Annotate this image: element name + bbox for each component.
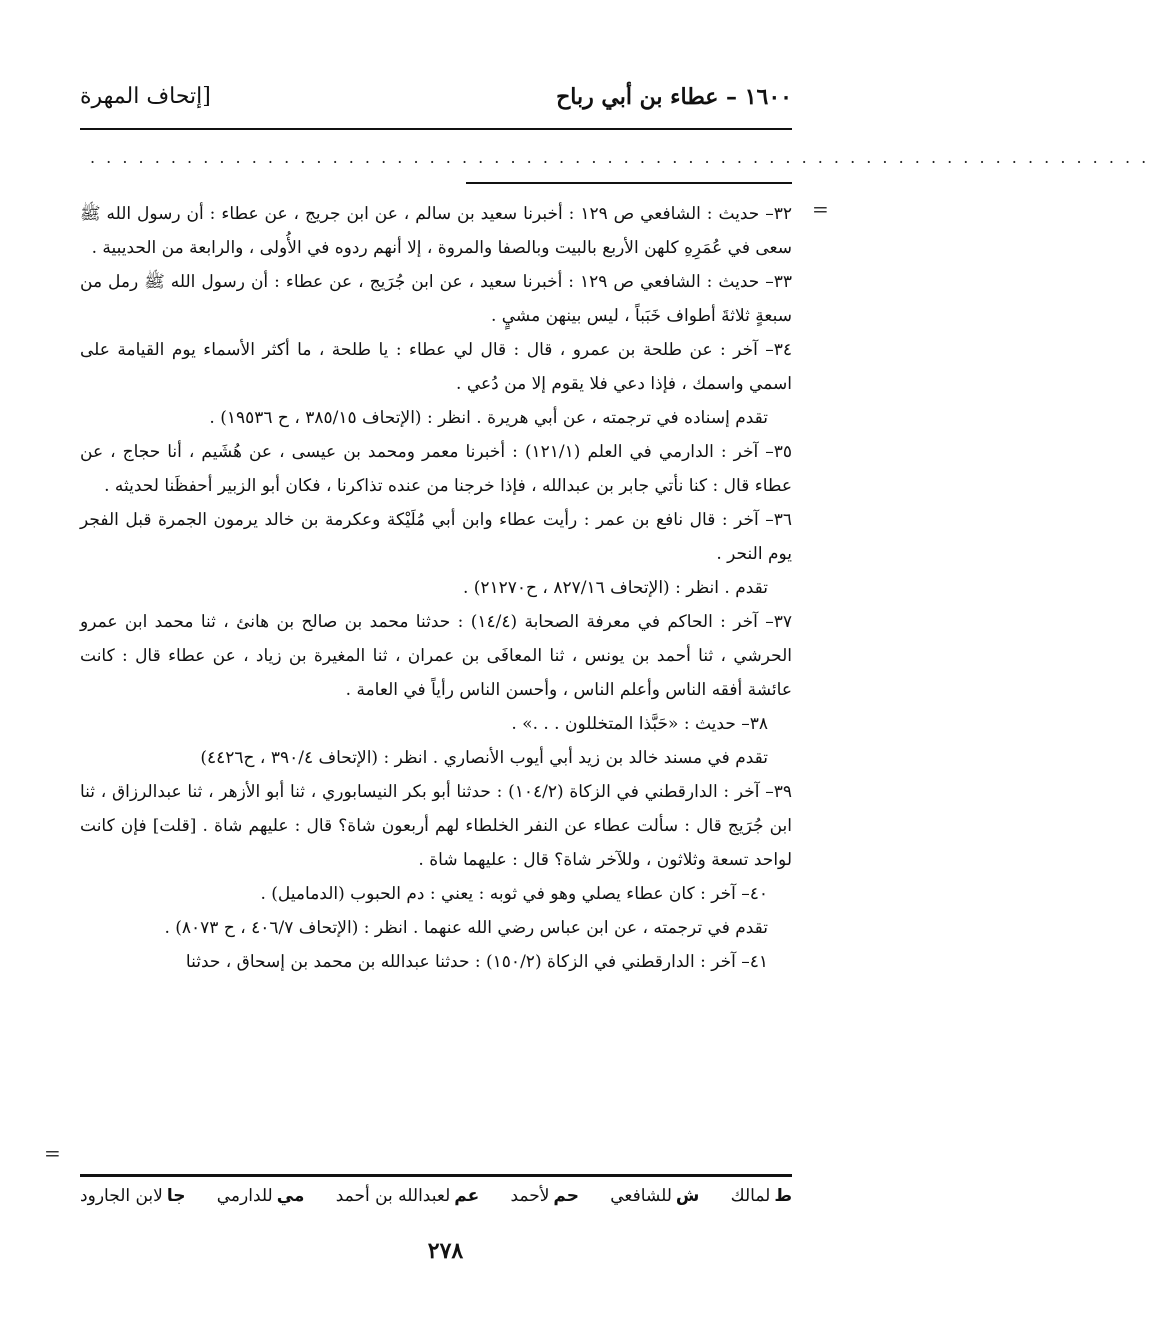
sigla-item [336, 1186, 480, 1206]
hadith-entry: ٣٥– آخر : الدارمي في العلم (١٢١/١) : أخبرنا معمر ومحمد بن عيسى ، عن هُشَيم ، أنا حجاج ، عن عطاء قال : كنا نأتي جابر بن عبدالله ، فإذا خرجنا من عنده تذاكرنا ، فكان أبو الزبير أحفظَنا لحديثه . [80, 442, 792, 496]
margin-mark-bottom: = [44, 1141, 61, 1165]
chapter-title: ١٦٠٠ – عطاء بن أبي رباح [556, 84, 792, 110]
hadith-entry: ٣٣– حديث : الشافعي ص ١٢٩ : أخبرنا سعيد ، عن ابن جُرَيج ، عن عطاء : أن رسول الله ﷺ رمل من سبعةٍ ثلاثةَ أطواف خَبَباً ، ليس بينهن مشيٍ . [80, 272, 793, 326]
sigla-abbreviation: جا [166, 1186, 186, 1206]
book-title: [إتحاف المهرة [80, 84, 211, 109]
sigla-item [217, 1186, 305, 1206]
hadith-entry: ٣٧– آخر : الحاكم في معرفة الصحابة (١٤/٤) : حدثنا محمد بن صالح بن هانئ ، ثنا محمد ابن عمرو الحرشي ، ثنا أحمد بن يونس ، ثنا المعافَى بن عمران ، ثنا المغيرة بن زياد ، عن عطاء قال : كانت عائشة أفقه الناس وأعلم الناس ، وأحسن الناس رأياً في العامة . [80, 612, 792, 700]
sigla-source-name: للدارمي [216, 1186, 273, 1206]
header-rule [80, 128, 792, 130]
hadith-entry: تقدم في ترجمته ، عن ابن عباس رضي الله عنهما . انظر : (الإتحاف ٤٠٦/٧ ، ح ٨٠٧٣) . [164, 918, 768, 938]
sigla-abbreviation: مي [276, 1186, 305, 1206]
margin-mark-top: = [812, 197, 829, 221]
hadith-entry: ٣٢– حديث : الشافعي ص ١٢٩ : أخبرنا سعيد بن سالم ، عن ابن جريج ، عن عطاء : أن رسول الله ﷺ سعى في عُمَرِهِ كلهن الأربع بالبيت وبالصفا والمروة ، إلا أنهم ردوه في الأُولى ، والرابعة من الحديبية . [80, 204, 792, 258]
hadith-entry: تقدم في مسند خالد بن زيد أبي أيوب الأنصاري . انظر : (الإتحاف ٣٩٠/٤ ، ح٤٤٢٦) [200, 748, 768, 768]
sigla-item [510, 1186, 579, 1206]
sigla-item [610, 1186, 699, 1206]
omission-dots: . . . . . . . . . . . . . . . . . . . . . . . . . . . . . . . . . . . . . . . . . . . . . . . . . . . . . . . . . . . . . . . . . . [90, 148, 1149, 167]
sigla-source-name: لعبدالله بن أحمد [335, 1186, 451, 1206]
sigla-source-name: للشافعي [610, 1186, 672, 1206]
sigla-source-name: لأحمد [510, 1186, 550, 1206]
sigla-abbreviation: ط [774, 1186, 792, 1206]
hadith-entry: ٤٠– آخر : كان عطاء يصلي وهو في ثوبه : يعني : دم الحبوب (الدماميل) . [260, 884, 768, 904]
hadith-entry: ٤١– آخر : الدارقطني في الزكاة (١٥٠/٢) : حدثنا عبدالله بن محمد بن إسحاق ، حدثنا [185, 952, 768, 972]
hadith-entry: ٣٦– آخر : قال نافع بن عمر : رأيت عطاء وابن أبي مُلَيْكة وعكرمة بن خالد يرمون الجمرة قبل الفجر يوم النحر . [80, 510, 792, 564]
hadith-entry: تقدم إسناده في ترجمته ، عن أبي هريرة . انظر : (الإتحاف ٣٨٥/١٥ ، ح ١٩٥٣٦) . [209, 408, 768, 428]
sigla-item [80, 1186, 185, 1206]
running-head [80, 84, 792, 120]
hadith-text-body [80, 197, 792, 979]
sigla-item [731, 1186, 792, 1206]
hadith-entry: ٣٩– آخر : الدارقطني في الزكاة (١٠٤/٢) : حدثنا أبو بكر النيسابوري ، ثنا أبو الأزهر ، ثنا عبدالرزاق ، ثنا ابن جُرَيج قال : سألت عطاء عن النفر الخلطاء لهم أربعون شاة؟ قال : عليهم شاة . [قلت] فإن كانت لواحد تسعة وثلاثون ، وللآخر شاة؟ قال : عليهما شاة . [80, 782, 792, 870]
hadith-entry: ٣٨– حديث : «حَبَّذا المتخللون . . .» . [511, 714, 768, 734]
hadith-entry: ٣٤– آخر : عن طلحة بن عمرو ، قال : قال لي عطاء : يا طلحة ، ما أكثر الأسماء يوم القيامة على اسمي واسمك ، فإذا دعي فلا يقوم إلا من دُعي . [80, 340, 792, 394]
page-number: ٢٧٨ [427, 1238, 464, 1264]
section-rule [466, 182, 792, 184]
sigla-abbreviation: عم [454, 1186, 480, 1206]
sigla-abbreviation: حم [553, 1186, 580, 1206]
sigla-abbreviation: ش [675, 1186, 700, 1206]
footer-rule [80, 1174, 792, 1177]
sigla-source-name: لمالك [730, 1186, 771, 1206]
sigla-source-name: لابن الجارود [80, 1186, 163, 1206]
hadith-entry: تقدم . انظر : (الإتحاف ٨٢٧/١٦ ، ح٢١٢٧٠) . [462, 578, 768, 598]
sigla-legend [80, 1186, 792, 1216]
